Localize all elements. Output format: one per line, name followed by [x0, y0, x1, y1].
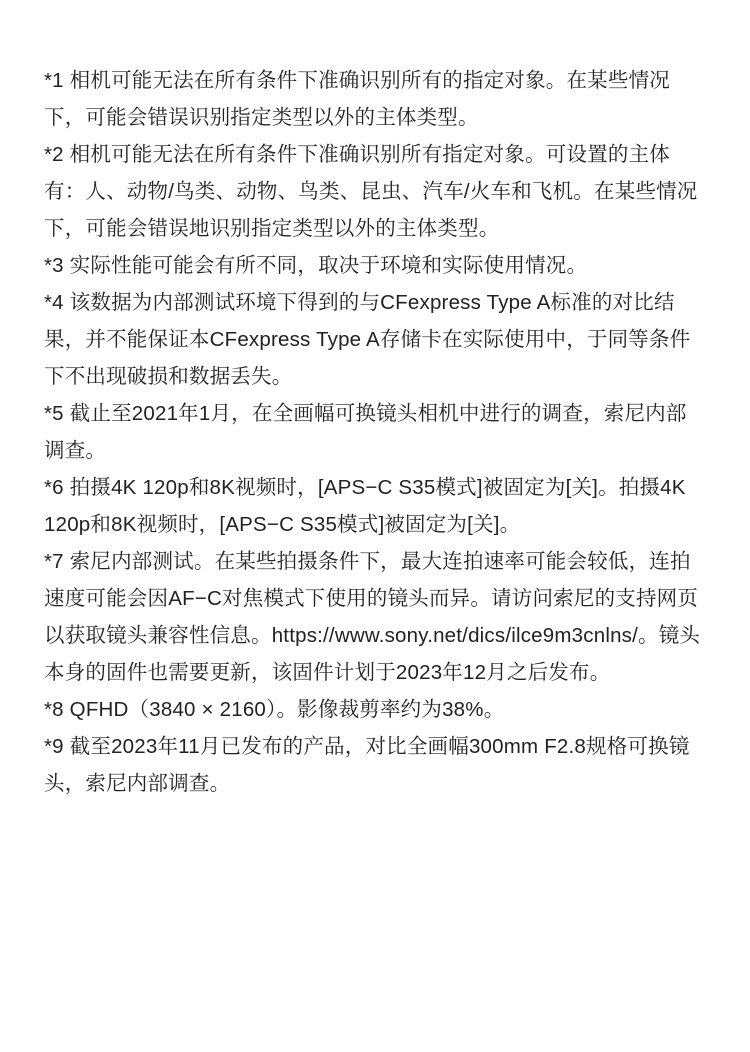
footnote-item: *4 该数据为内部测试环境下得到的与CFexpress Type A标准的对比结果，并不能保证本CFexpress Type A存储卡在实际使用中，于同等条件下不出现破损和数据丢失。	[44, 291, 691, 388]
footnote-item: *9 截至2023年11月已发布的产品，对比全画幅300mm F2.8规格可换镜头，索尼内部调查。	[44, 735, 690, 795]
footnote-item: *8 QFHD（3840 × 2160）。影像裁剪率约为38%。	[44, 698, 505, 721]
footnote-item: *7 索尼内部测试。在某些拍摄条件下，最大连拍速率可能会较低，连拍速度可能会因AF−C对焦模式下使用的镜头而异。请访问索尼的支持网页以获取镜头兼容性信息。https://www.sony.net/dics/ilce9m3cnlns/。镜头本身的固件也需要更新，该固件计划于2023年12月之后发布。	[44, 550, 701, 684]
footnote-item: *2 相机可能无法在所有条件下准确识别所有指定对象。可设置的主体有：人、动物/鸟类、动物、鸟类、昆虫、汽车/火车和飞机。在某些情况下，可能会错误地识别指定类型以外的主体类型。	[44, 143, 698, 240]
footnote-list	[44, 62, 706, 802]
footnote-item: *3 实际性能可能会有所不同，取决于环境和实际使用情况。	[44, 254, 588, 277]
footnote-item: *5 截止至2021年1月，在全画幅可换镜头相机中进行的调查，索尼内部调查。	[44, 402, 687, 462]
footnote-item: *6 拍摄4K 120p和8K视频时，[APS−C S35模式]被固定为[关]。拍摄4K 120p和8K视频时，[APS−C S35模式]被固定为[关]。	[44, 476, 686, 536]
footnote-item: *1 相机可能无法在所有条件下准确识别所有的指定对象。在某些情况下，可能会错误识别指定类型以外的主体类型。	[44, 69, 670, 129]
